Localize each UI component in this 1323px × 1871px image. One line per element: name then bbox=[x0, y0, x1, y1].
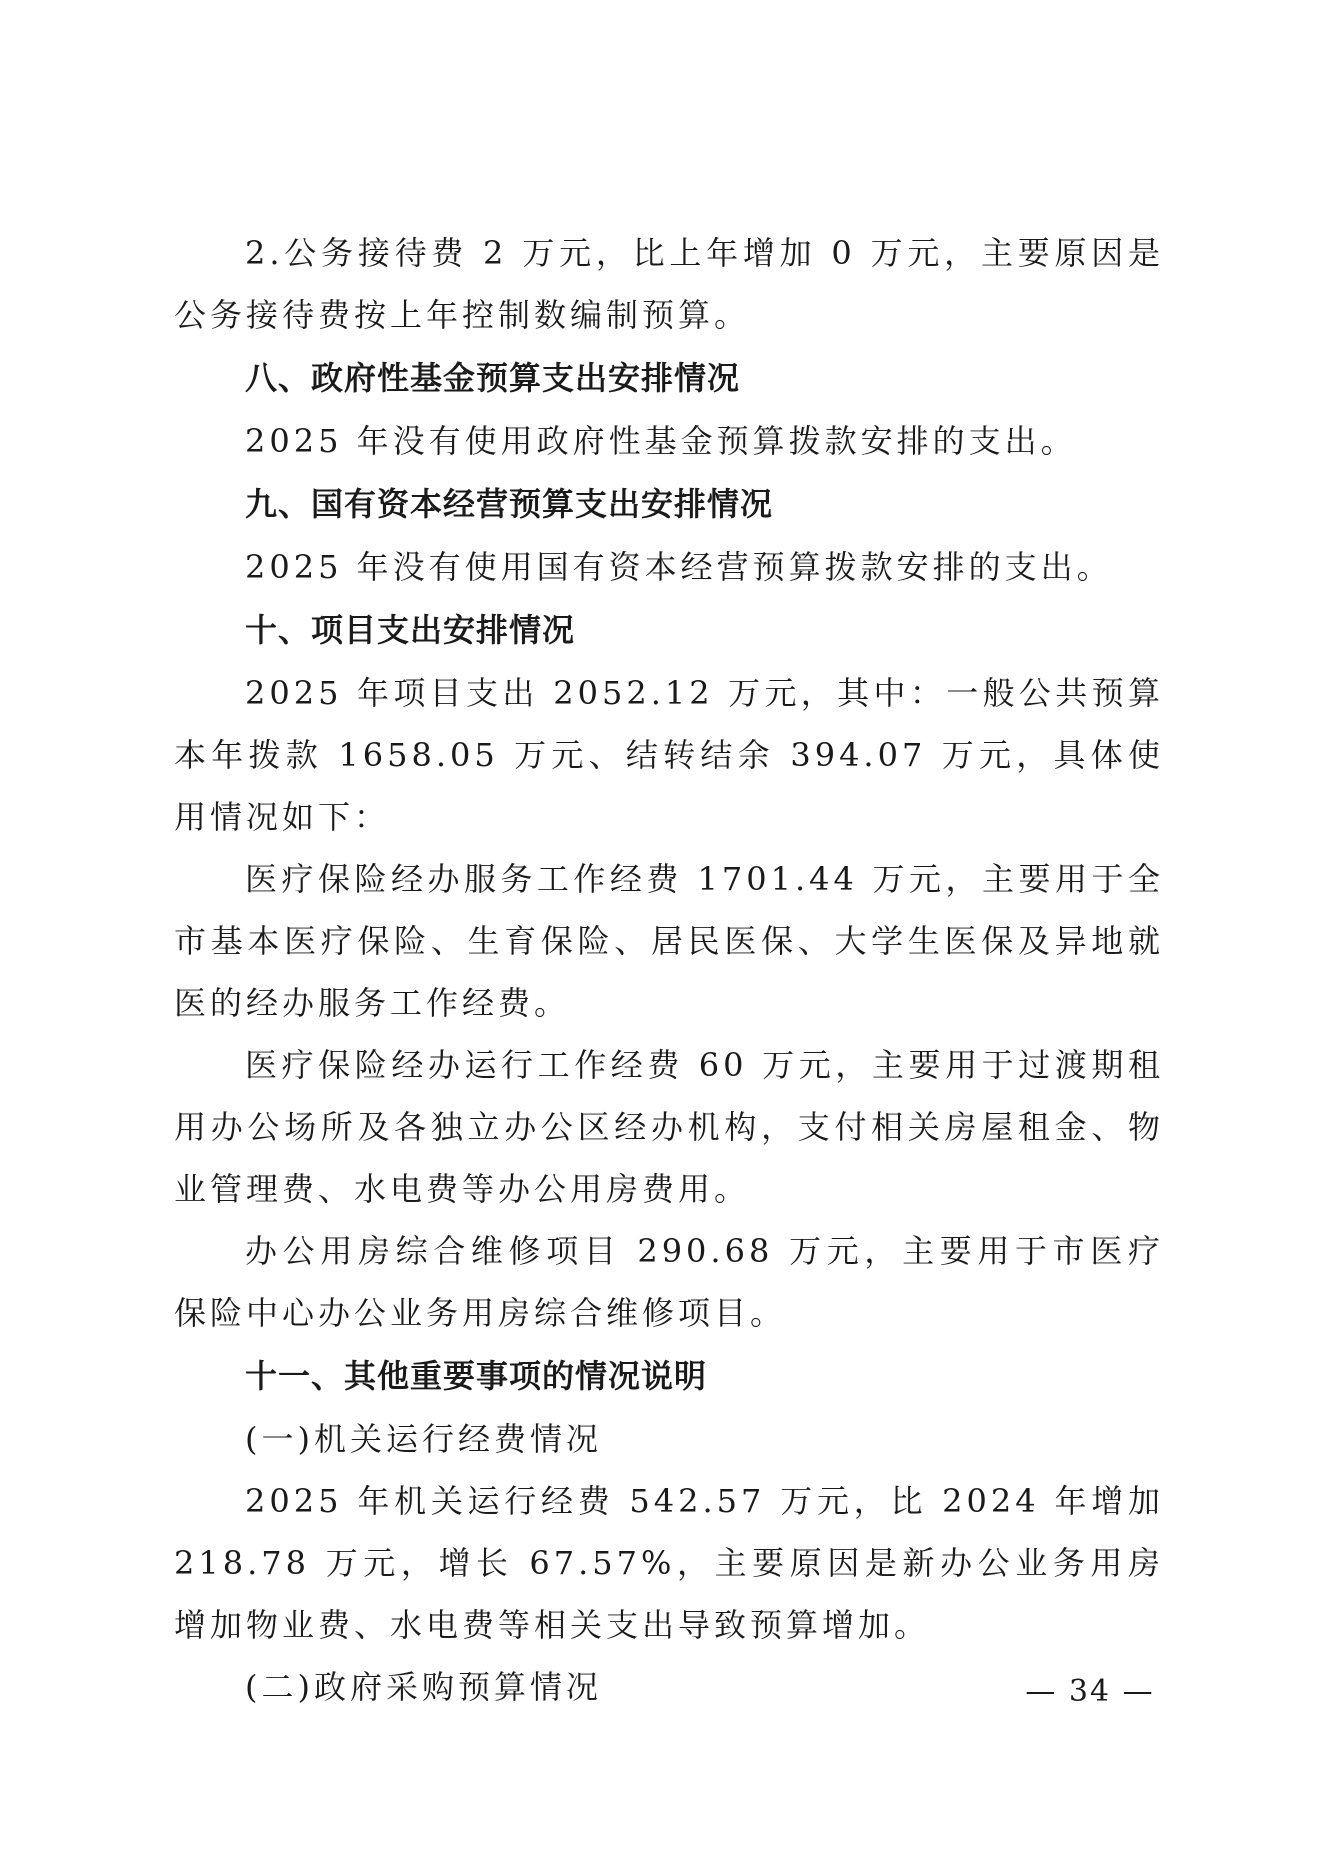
paragraph-project-expense-total: 2025 年项目支出 2052.12 万元，其中：一般公共预算本年拨款 1658.05 万元、结转结余 394.07 万元，具体使用情况如下： bbox=[174, 674, 1164, 836]
paragraph-government-fund: 2025 年没有使用政府性基金预算拨款安排的支出。 bbox=[245, 422, 1077, 460]
section-heading-government-fund: 八、政府性基金预算支出安排情况 bbox=[245, 359, 741, 397]
page-number: — 34 — bbox=[1025, 1674, 1155, 1709]
paragraph-operation-fund: 医疗保险经办运行工作经费 60 万元，主要用于过渡期租用办公场所及各独立办公区经办机构，支付相关房屋租金、物业管理费、水电费等办公用房费用。 bbox=[174, 1046, 1164, 1208]
subheading-operating-expense: (一)机关运行经费情况 bbox=[245, 1420, 602, 1458]
section-heading-other-matters: 十一、其他重要事项的情况说明 bbox=[245, 1357, 708, 1395]
paragraph-state-capital: 2025 年没有使用国有资本经营预算拨款安排的支出。 bbox=[245, 548, 1113, 586]
section-heading-state-capital: 九、国有资本经营预算支出安排情况 bbox=[245, 485, 774, 523]
document-body bbox=[174, 222, 1164, 1718]
paragraph-service-fund: 医疗保险经办服务工作经费 1701.44 万元，主要用于全市基本医疗保险、生育保险、居民医保、大学生医保及异地就医的经办服务工作经费。 bbox=[174, 860, 1164, 1022]
paragraph-maintenance-project: 办公用房综合维修项目 290.68 万元，主要用于市医疗保险中心办公业务用房综合维修项目。 bbox=[174, 1232, 1164, 1332]
paragraph-reception-expense: 2.公务接待费 2 万元，比上年增加 0 万元，主要原因是公务接待费按上年控制数编制预算。 bbox=[174, 234, 1164, 334]
subheading-procurement-budget: (二)政府采购预算情况 bbox=[245, 1668, 602, 1706]
section-heading-project-expense: 十、项目支出安排情况 bbox=[245, 611, 576, 649]
paragraph-operating-expense: 2025 年机关运行经费 542.57 万元，比 2024 年增加 218.78 万元，增长 67.57%，主要原因是新办公业务用房增加物业费、水电费等相关支出导致预算增加。 bbox=[174, 1482, 1164, 1644]
